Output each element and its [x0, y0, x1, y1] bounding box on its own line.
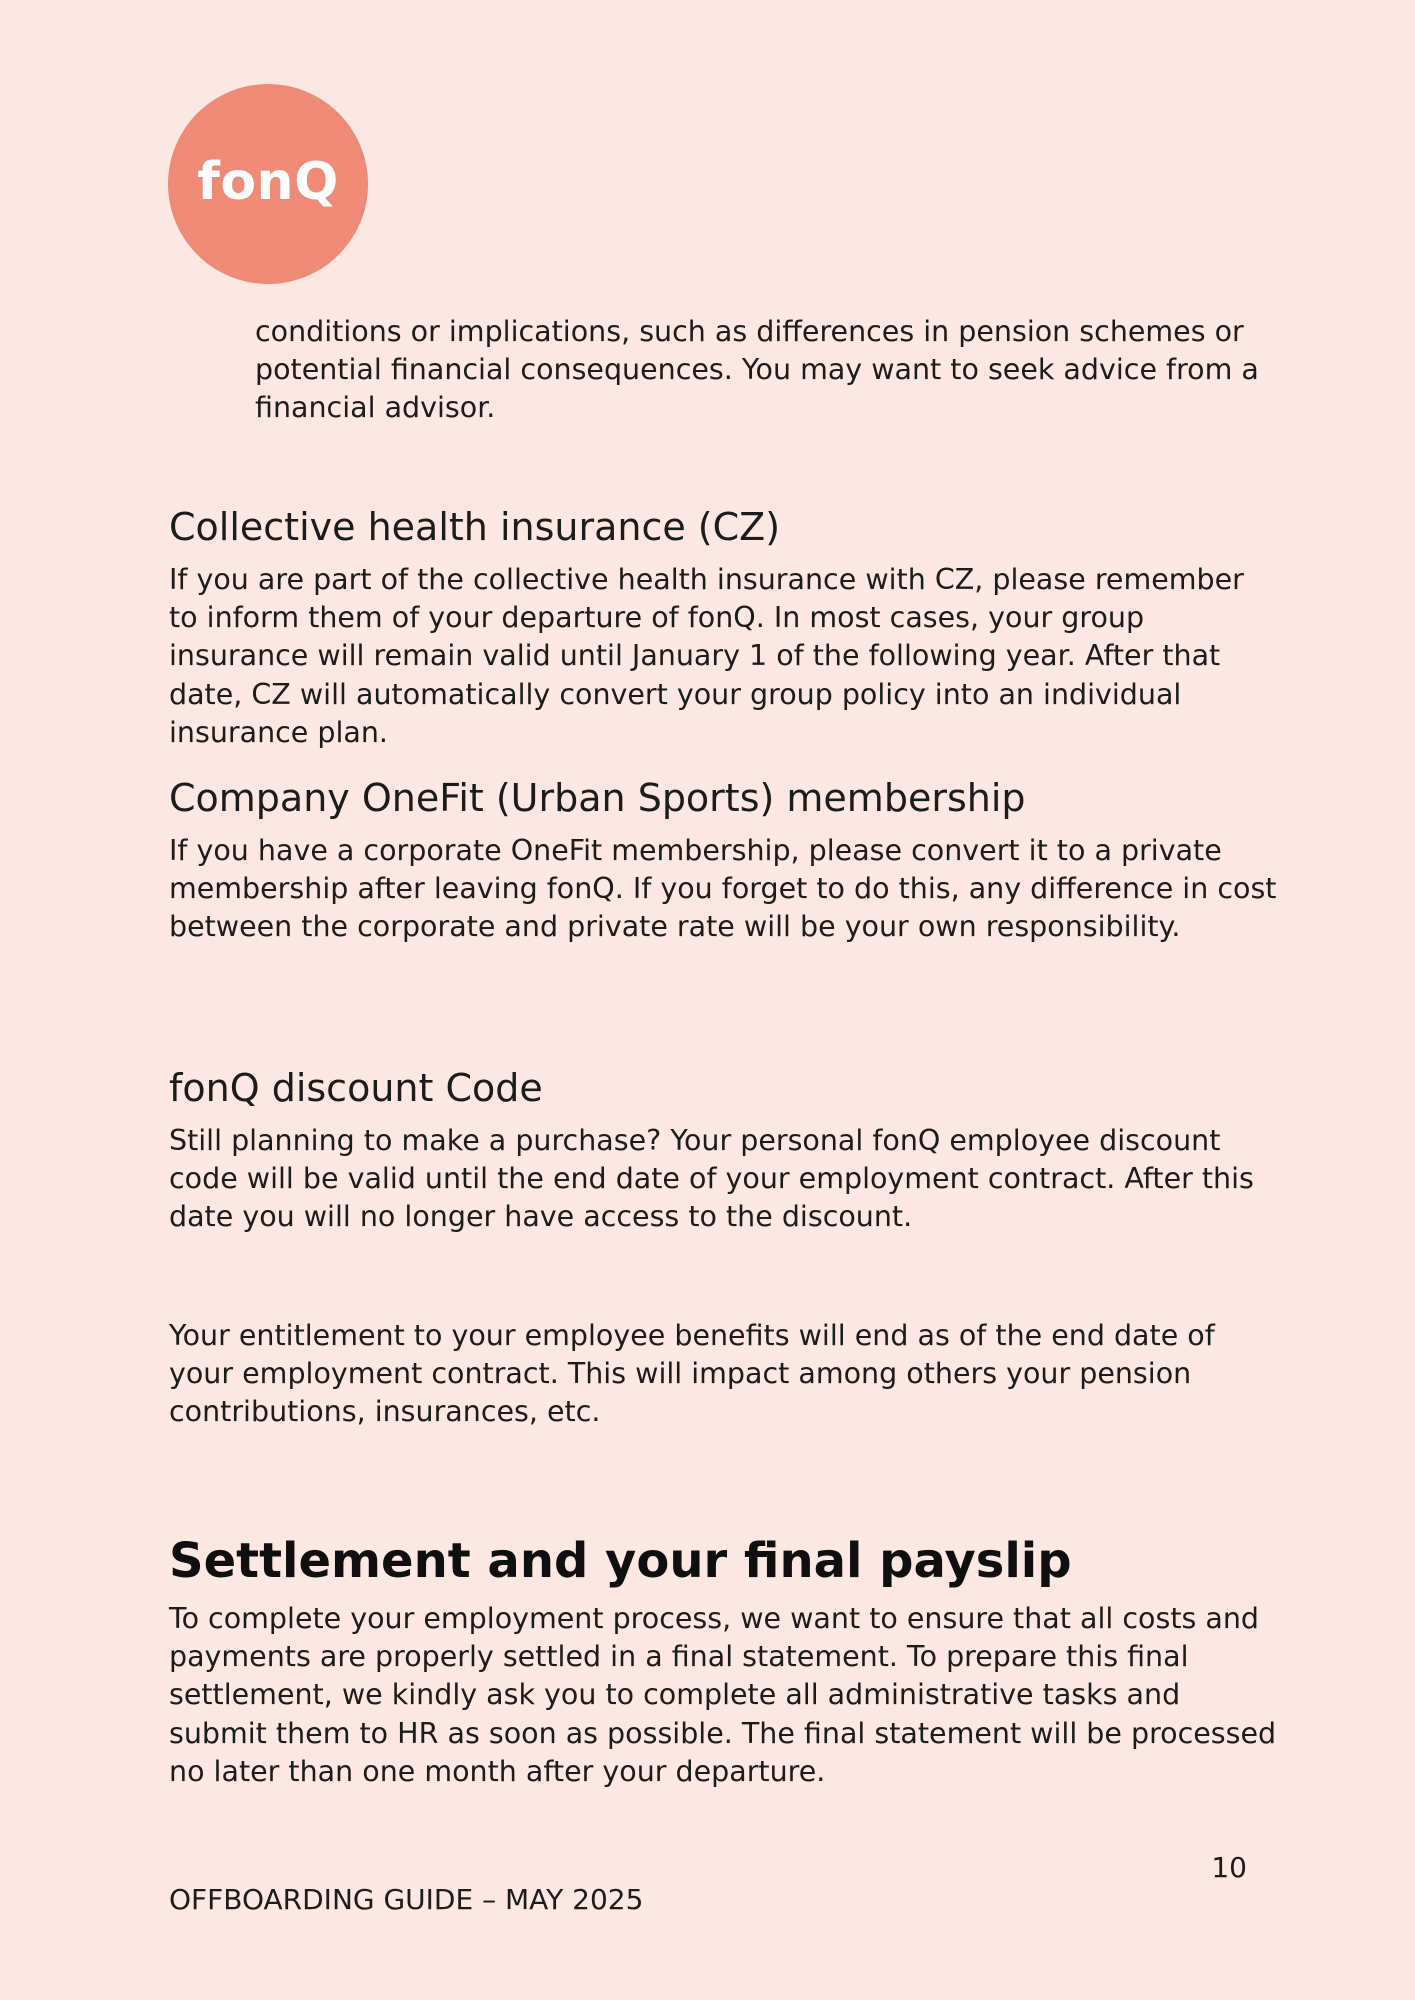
logo-text: fonQ: [197, 152, 339, 212]
health-insurance-body: If you are part of the collective health insurance with CZ, please remember to inform them of your departure of fonQ. In most cases, your group insurance will remain valid until January 1 of the following year. After that date, CZ will automatically convert your group policy into an individual insurance plan.: [169, 563, 1244, 749]
onefit-heading: Company OneFit (Urban Sports) membership: [169, 776, 1026, 820]
entitlement-block: [169, 1317, 1279, 1432]
onefit-body: If you have a corporate OneFit membership, please convert it to a private membership after leaving fonQ. If you forget to do this, any difference in cost between the corporate and private rate will be your own responsibility.: [169, 834, 1277, 944]
settlement-body: To complete your employment process, we want to ensure that all costs and payments are properly settled in a final statement. To prepare this final settlement, we kindly ask you to complete all administrative tasks and submit them to HR as soon as possible. The final statement will be processed no later than one month after your departure.: [169, 1602, 1277, 1788]
intro-paragraph: conditions or implications, such as differences in pension schemes or potential financial consequences. You may want to seek advice from a financial advisor.: [255, 315, 1259, 425]
settlement-heading: Settlement and your final payslip: [169, 1533, 1072, 1589]
entitlement-paragraph: Your entitlement to your employee benefits will end as of the end date of your employment contract. This will impact among others your pension contributions, insurances, etc.: [169, 1319, 1215, 1429]
page-number: 10: [1211, 1851, 1247, 1884]
onefit-section: [169, 774, 1279, 947]
settlement-section: [169, 1532, 1279, 1791]
health-insurance-section: [169, 503, 1279, 752]
discount-section: [169, 1064, 1279, 1237]
footer-text: OFFBOARDING GUIDE – MAY 2025: [169, 1883, 644, 1916]
intro-block: [255, 313, 1279, 428]
discount-body: Still planning to make a purchase? Your personal fonQ employee discount code will be valid until the end date of your employment contract. After this date you will no longer have access to the discount.: [169, 1124, 1254, 1234]
fonq-logo: [168, 84, 368, 284]
discount-heading: fonQ discount Code: [169, 1066, 543, 1110]
health-insurance-heading: Collective health insurance (CZ): [169, 505, 781, 549]
